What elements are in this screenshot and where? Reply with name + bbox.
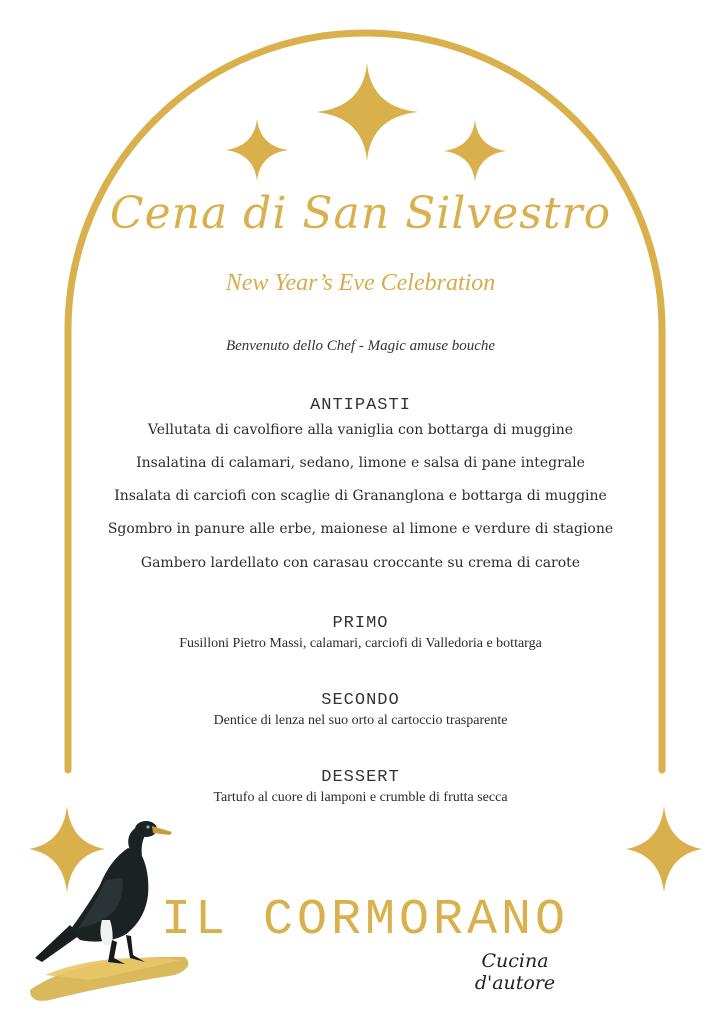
dessert-heading: DESSERT <box>321 768 400 787</box>
antipasti-item: Sgombro in panure alle erbe, maionese al limone e verdure di stagione <box>107 521 614 537</box>
antipasti-heading: ANTIPASTI <box>310 396 411 415</box>
secondo-heading: SECONDO <box>321 691 400 710</box>
primo-item: Fusilloni Pietro Massi, calamari, carciofi di Valledoria e bottarga <box>179 636 542 651</box>
page-subtitle: New Year’s Eve Celebration <box>225 270 496 296</box>
antipasti-item: Insalata di carciofi con scaglie di Grananglona e bottarga di muggine <box>114 488 607 504</box>
antipasti-item: Insalatina di calamari, sedano, limone e salsa di pane integrale <box>136 455 585 471</box>
page-title: Cena di San Silvestro <box>109 188 612 239</box>
secondo-item: Dentice di lenza nel suo orto al cartoccio trasparente <box>213 713 508 728</box>
dessert-item: Tartufo al cuore di lamponi e crumble di frutta secca <box>213 790 508 805</box>
antipasti-item: Vellutata di cavolfiore alla vaniglia con bottarga di muggine <box>147 422 574 438</box>
brand-name: IL CORMORANO <box>160 892 570 949</box>
brand-tagline: Cucina d'autore <box>474 950 556 994</box>
antipasti-item: Gambero lardellato con carasau croccante su crema di carote <box>140 555 581 571</box>
welcome-line: Benvenuto dello Chef - Magic amuse bouche <box>225 338 496 354</box>
primo-heading: PRIMO <box>332 614 389 633</box>
